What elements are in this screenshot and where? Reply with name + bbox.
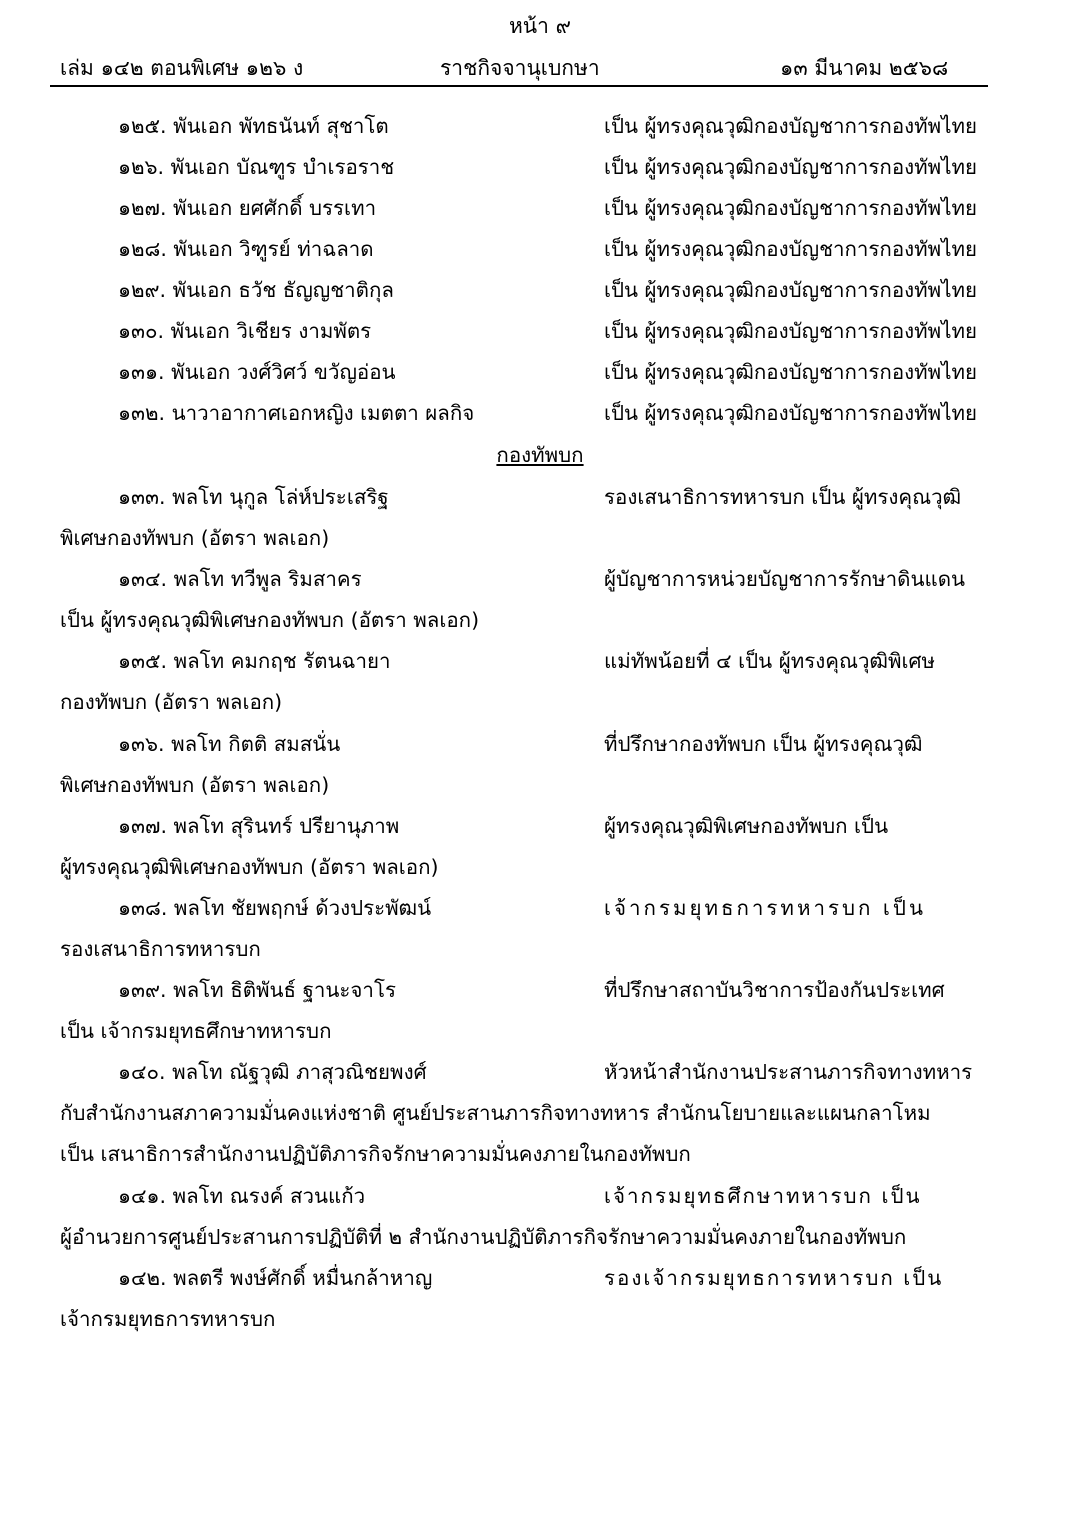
entry-128-position: เป็น ผู้ทรงคุณวุฒิกองบัญชาการกองทัพไทย	[604, 237, 978, 261]
entry-137-position: ผู้ทรงคุณวุฒิพิเศษกองทัพบก เป็น	[604, 814, 889, 838]
entry-125-name: ๑๒๕. พันเอก พัทธนันท์ สุชาโต	[118, 114, 389, 138]
entry-133-position: รองเสนาธิการทหารบก เป็น ผู้ทรงคุณวุฒิ	[604, 485, 962, 509]
entry-140-cont-2: เป็น เสนาธิการสำนักงานปฏิบัติภารกิจรักษาความมั่นคงภายในกองทัพบก	[60, 1142, 691, 1166]
entry-141-cont: ผู้อำนวยการศูนย์ประสานการปฏิบัติที่ ๒ สำนักงานปฏิบัติภารกิจรักษาความมั่นคงภายในกองทัพบก	[60, 1225, 907, 1249]
gazette-title: ราชกิจจานุเบกษา	[440, 56, 600, 80]
entry-142-position: รองเจ้ากรมยุทธการทหารบก เป็น	[604, 1266, 944, 1290]
entry-134-name: ๑๓๔. พลโท ทวีพูล ริมสาคร	[118, 567, 362, 591]
entry-140-cont-1: กับสำนักงานสภาความมั่นคงแห่งชาติ ศูนย์ประสานภารกิจทางทหาร สำนักนโยบายและแผนกลาโหม	[60, 1101, 931, 1125]
entry-131-name: ๑๓๑. พันเอก วงศ์วิศว์ ขวัญอ่อน	[118, 360, 396, 384]
entry-141-name: ๑๔๑. พลโท ณรงค์ สวนแก้ว	[118, 1184, 366, 1208]
entry-142-cont: เจ้ากรมยุทธการทหารบก	[60, 1307, 276, 1331]
entry-129-position: เป็น ผู้ทรงคุณวุฒิกองบัญชาการกองทัพไทย	[604, 278, 978, 302]
entry-138-name: ๑๓๘. พลโท ชัยพฤกษ์ ด้วงประพัฒน์	[118, 896, 432, 920]
entry-140-position: หัวหน้าสำนักงานประสานภารกิจทางทหาร	[604, 1060, 973, 1084]
entry-139-position: ที่ปรึกษาสถาบันวิชาการป้องกันประเทศ	[604, 978, 945, 1002]
entry-140-name: ๑๔๐. พลโท ณัฐวุฒิ ภาสุวณิชยพงศ์	[118, 1060, 427, 1084]
entry-136-position: ที่ปรึกษากองทัพบก เป็น ผู้ทรงคุณวุฒิ	[604, 732, 923, 756]
entry-132-position: เป็น ผู้ทรงคุณวุฒิกองบัญชาการกองทัพไทย	[604, 401, 978, 425]
section-heading-text: กองทัพบก	[496, 443, 584, 467]
entry-142-name: ๑๔๒. พลตรี พงษ์ศักดิ์ หมื่นกล้าหาญ	[118, 1266, 433, 1290]
volume-issue: เล่ม ๑๔๒ ตอนพิเศษ ๑๒๖ ง	[60, 56, 304, 80]
entry-127-position: เป็น ผู้ทรงคุณวุฒิกองบัญชาการกองทัพไทย	[604, 196, 978, 220]
entry-125-position: เป็น ผู้ทรงคุณวุฒิกองบัญชาการกองทัพไทย	[604, 114, 978, 138]
entry-137-name: ๑๓๗. พลโท สุรินทร์ ปรียานุภาพ	[118, 814, 400, 838]
publication-date: ๑๓ มีนาคม ๒๕๖๘	[780, 56, 949, 80]
page-number: หน้า ๙	[508, 14, 572, 38]
header-divider	[50, 85, 988, 87]
entry-139-name: ๑๓๙. พลโท ธิติพันธ์ ฐานะจาโร	[118, 978, 396, 1002]
entry-138-cont: รองเสนาธิการทหารบก	[60, 937, 261, 961]
entry-135-position: แม่ทัพน้อยที่ ๔ เป็น ผู้ทรงคุณวุฒิพิเศษ	[604, 649, 936, 673]
entry-138-position: เจ้ากรมยุทธการทหารบก เป็น	[604, 896, 926, 920]
entry-129-name: ๑๒๙. พันเอก ธวัช ธัญญชาติกุล	[118, 278, 394, 302]
entry-135-cont: กองทัพบก (อัตรา พลเอก)	[60, 690, 283, 714]
entry-128-name: ๑๒๘. พันเอก วิฑูรย์ ท่าฉลาด	[118, 237, 374, 261]
entry-137-cont: ผู้ทรงคุณวุฒิพิเศษกองทัพบก (อัตรา พลเอก)	[60, 855, 439, 879]
entry-133-cont: พิเศษกองทัพบก (อัตรา พลเอก)	[60, 526, 330, 550]
entry-134-position: ผู้บัญชาการหน่วยบัญชาการรักษาดินแดน	[604, 567, 966, 591]
entry-131-position: เป็น ผู้ทรงคุณวุฒิกองบัญชาการกองทัพไทย	[604, 360, 978, 384]
entry-132-name: ๑๓๒. นาวาอากาศเอกหญิง เมตตา ผลกิจ	[118, 401, 475, 425]
entry-141-position: เจ้ากรมยุทธศึกษาทหารบก เป็น	[604, 1184, 922, 1208]
entry-126-position: เป็น ผู้ทรงคุณวุฒิกองบัญชาการกองทัพไทย	[604, 155, 978, 179]
entry-127-name: ๑๒๗. พันเอก ยศศักดิ์ บรรเทา	[118, 196, 377, 220]
entry-136-name: ๑๓๖. พลโท กิตติ สมสนั่น	[118, 732, 341, 756]
section-heading	[0, 440, 1080, 470]
entry-133-name: ๑๓๓. พลโท นุกูล โล่ห์ประเสริฐ	[118, 485, 389, 509]
entry-139-cont: เป็น เจ้ากรมยุทธศึกษาทหารบก	[60, 1019, 332, 1043]
entry-134-cont: เป็น ผู้ทรงคุณวุฒิพิเศษกองทัพบก (อัตรา พลเอก)	[60, 608, 480, 632]
entry-126-name: ๑๒๖. พันเอก บัณฑูร บำเรอราช	[118, 155, 395, 179]
entry-130-position: เป็น ผู้ทรงคุณวุฒิกองบัญชาการกองทัพไทย	[604, 319, 978, 343]
entry-135-name: ๑๓๕. พลโท คมกฤช รัตนฉายา	[118, 649, 391, 673]
entry-136-cont: พิเศษกองทัพบก (อัตรา พลเอก)	[60, 773, 330, 797]
entry-130-name: ๑๓๐. พันเอก วิเชียร งามพัตร	[118, 319, 372, 343]
